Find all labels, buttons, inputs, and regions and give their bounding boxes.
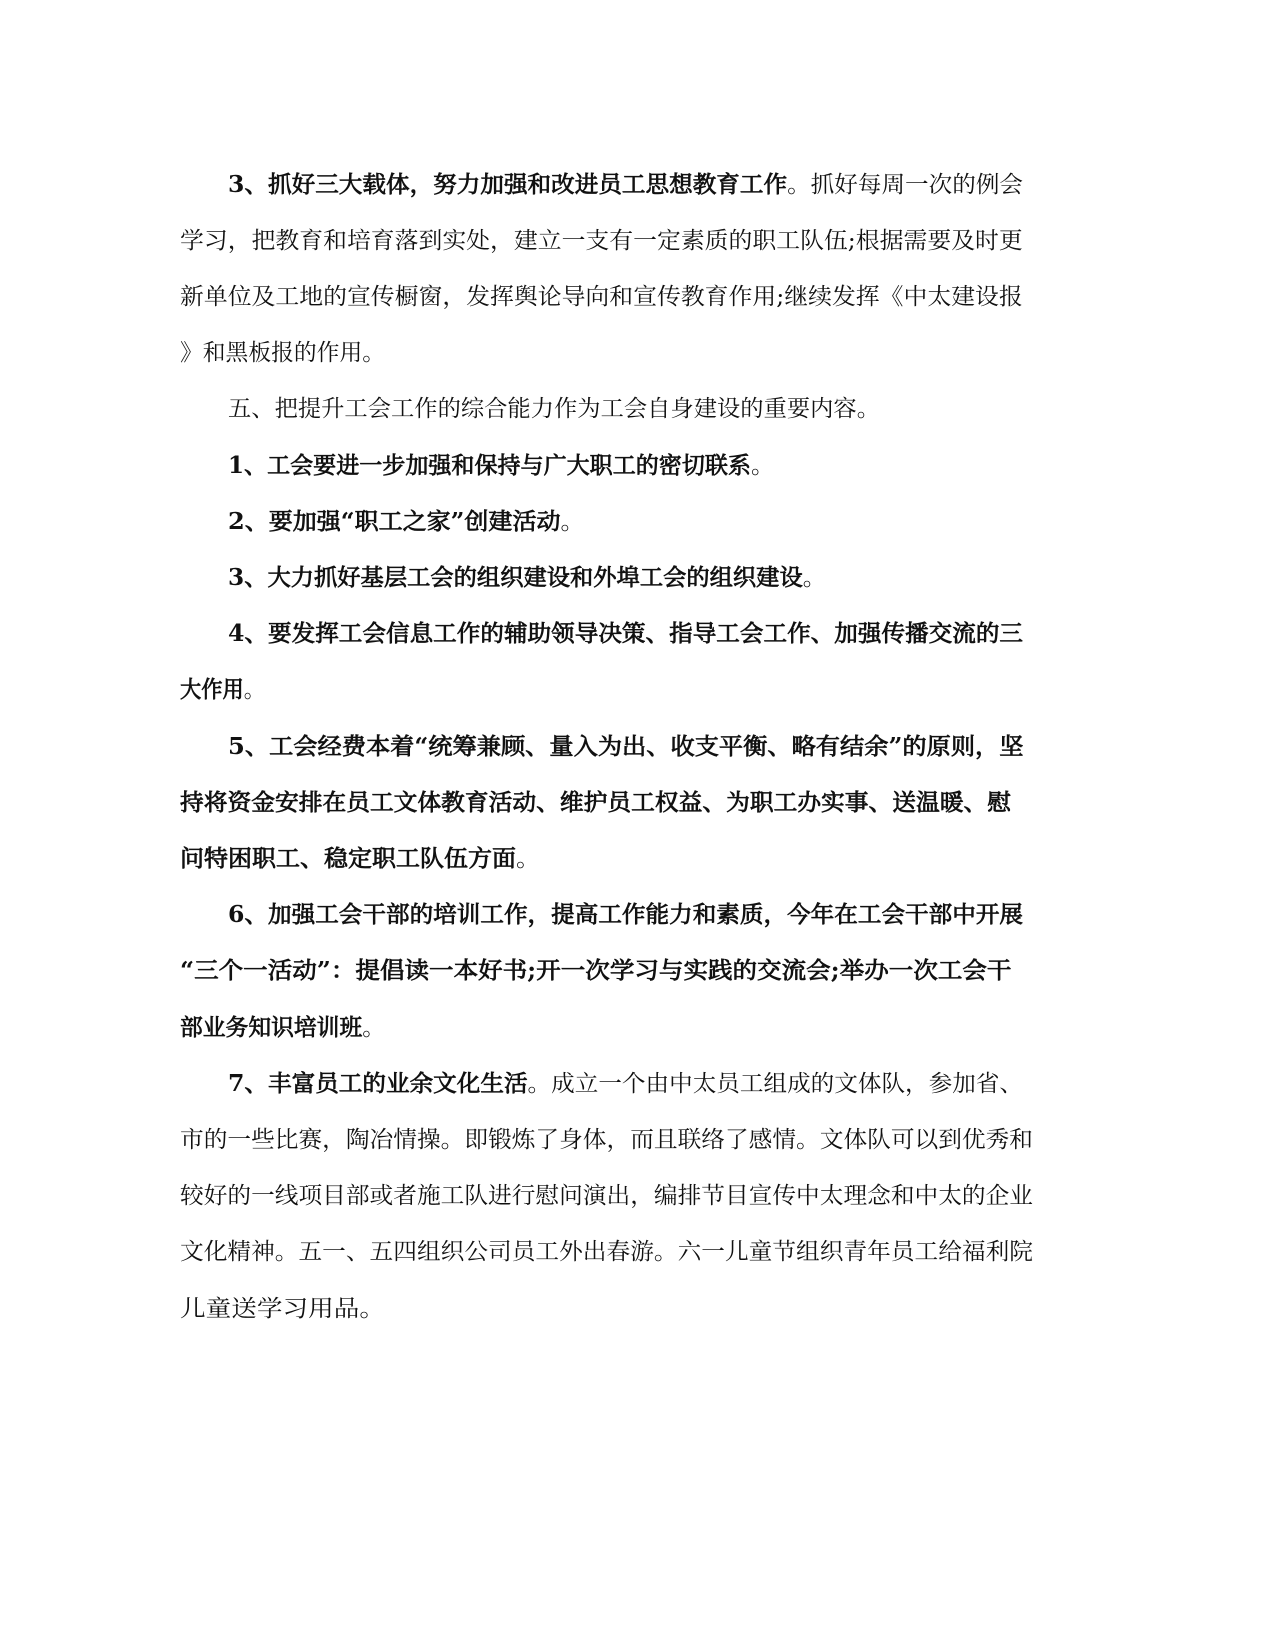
line-19-part-1: 较好的一线项目部或者施工队进行慰问演出，编排节目宣传中太理念和中太的企业 (180, 1183, 1033, 1209)
line-08-part-1: 3、大力抓好基层工会的组织建设和外埠工会的组织建设 (228, 564, 803, 591)
line-11 (228, 732, 1023, 762)
line-20 (180, 1237, 1033, 1267)
line-02 (180, 226, 1023, 256)
line-07-part-1: 2、要加强“职工之家”创建活动 (228, 508, 561, 535)
line-05 (228, 394, 880, 424)
line-03-part-1: 新单位及工地的宣传橱窗，发挥舆论导向和宣传教育作用;继续发挥《中太建设报 (180, 284, 1023, 310)
line-10-part-1: 大作用 (180, 676, 244, 703)
line-06 (228, 451, 774, 481)
line-15 (180, 956, 1011, 986)
line-12-part-1: 持将资金安排在员工文体教育活动、维护员工权益、为职工办实事、送温暖、慰 (180, 789, 1011, 816)
line-07 (228, 507, 584, 537)
line-13-part-1: 问特困职工、稳定职工队伍方面 (180, 845, 516, 872)
line-13-part-2: 。 (516, 846, 540, 872)
line-10 (180, 675, 265, 705)
line-14-part-1: 6、加强工会干部的培训工作，提高工作能力和素质，今年在工会干部中开展 (228, 901, 1024, 928)
line-08-part-2: 。 (802, 565, 827, 591)
line-14 (228, 900, 1023, 930)
line-09 (228, 619, 1023, 649)
line-06-part-2: 。 (750, 453, 775, 479)
line-06-part-1: 1、工会要进一步加强和保持与广大职工的密切联系 (228, 452, 751, 479)
line-01-part-2: 。抓好每周一次的例会 (787, 172, 1024, 198)
line-19 (180, 1181, 1033, 1211)
line-20-part-1: 文化精神。五一、五四组织公司员工外出春游。六一儿童节组织青年员工给福利院 (180, 1239, 1033, 1265)
line-07-part-2: 。 (560, 509, 585, 535)
line-17 (228, 1069, 1023, 1099)
line-03 (180, 282, 1023, 312)
line-13 (180, 844, 540, 874)
line-09-part-1: 4、要发挥工会信息工作的辅助领导决策、指导工会工作、加强传播交流的三 (228, 620, 1024, 647)
line-11-part-1: 5、工会经费本着“统筹兼顾、量入为出、收支平衡、略有结余”的原则，坚 (228, 733, 1024, 760)
line-21 (180, 1294, 385, 1324)
line-05-part-1: 五、把提升工会工作的综合能力作为工会自身建设的重要内容。 (228, 396, 880, 422)
line-08 (228, 563, 826, 593)
line-15-part-1: “三个一活动”：提倡读一本好书;开一次学习与实践的交流会;举办一次工会干 (180, 957, 1012, 984)
line-16-part-2: 。 (362, 1015, 385, 1041)
line-04-part-1: 》和黑板报的作用。 (180, 340, 385, 366)
line-21-part-1: 儿童送学习用品。 (180, 1296, 385, 1322)
line-04 (180, 338, 385, 368)
line-01 (228, 170, 1023, 200)
line-02-part-1: 学习，把教育和培育落到实处，建立一支有一定素质的职工队伍;根据需要及时更 (180, 228, 1023, 254)
line-16 (180, 1013, 385, 1043)
line-01-part-1: 3、抓好三大载体，努力加强和改进员工思想教育工作 (228, 171, 788, 198)
line-10-part-2: 。 (243, 677, 265, 703)
line-17-part-1: 7、丰富员工的业余文化生活 (228, 1070, 528, 1097)
line-18 (180, 1125, 1033, 1155)
line-17-part-2: 。成立一个由中太员工组成的文体队，参加省、 (527, 1071, 1024, 1097)
line-16-part-1: 部业务知识培训班 (180, 1014, 363, 1041)
line-18-part-1: 市的一些比赛，陶冶情操。即锻炼了身体，而且联络了感情。文体队可以到优秀和 (180, 1127, 1033, 1153)
line-12 (180, 788, 1011, 818)
